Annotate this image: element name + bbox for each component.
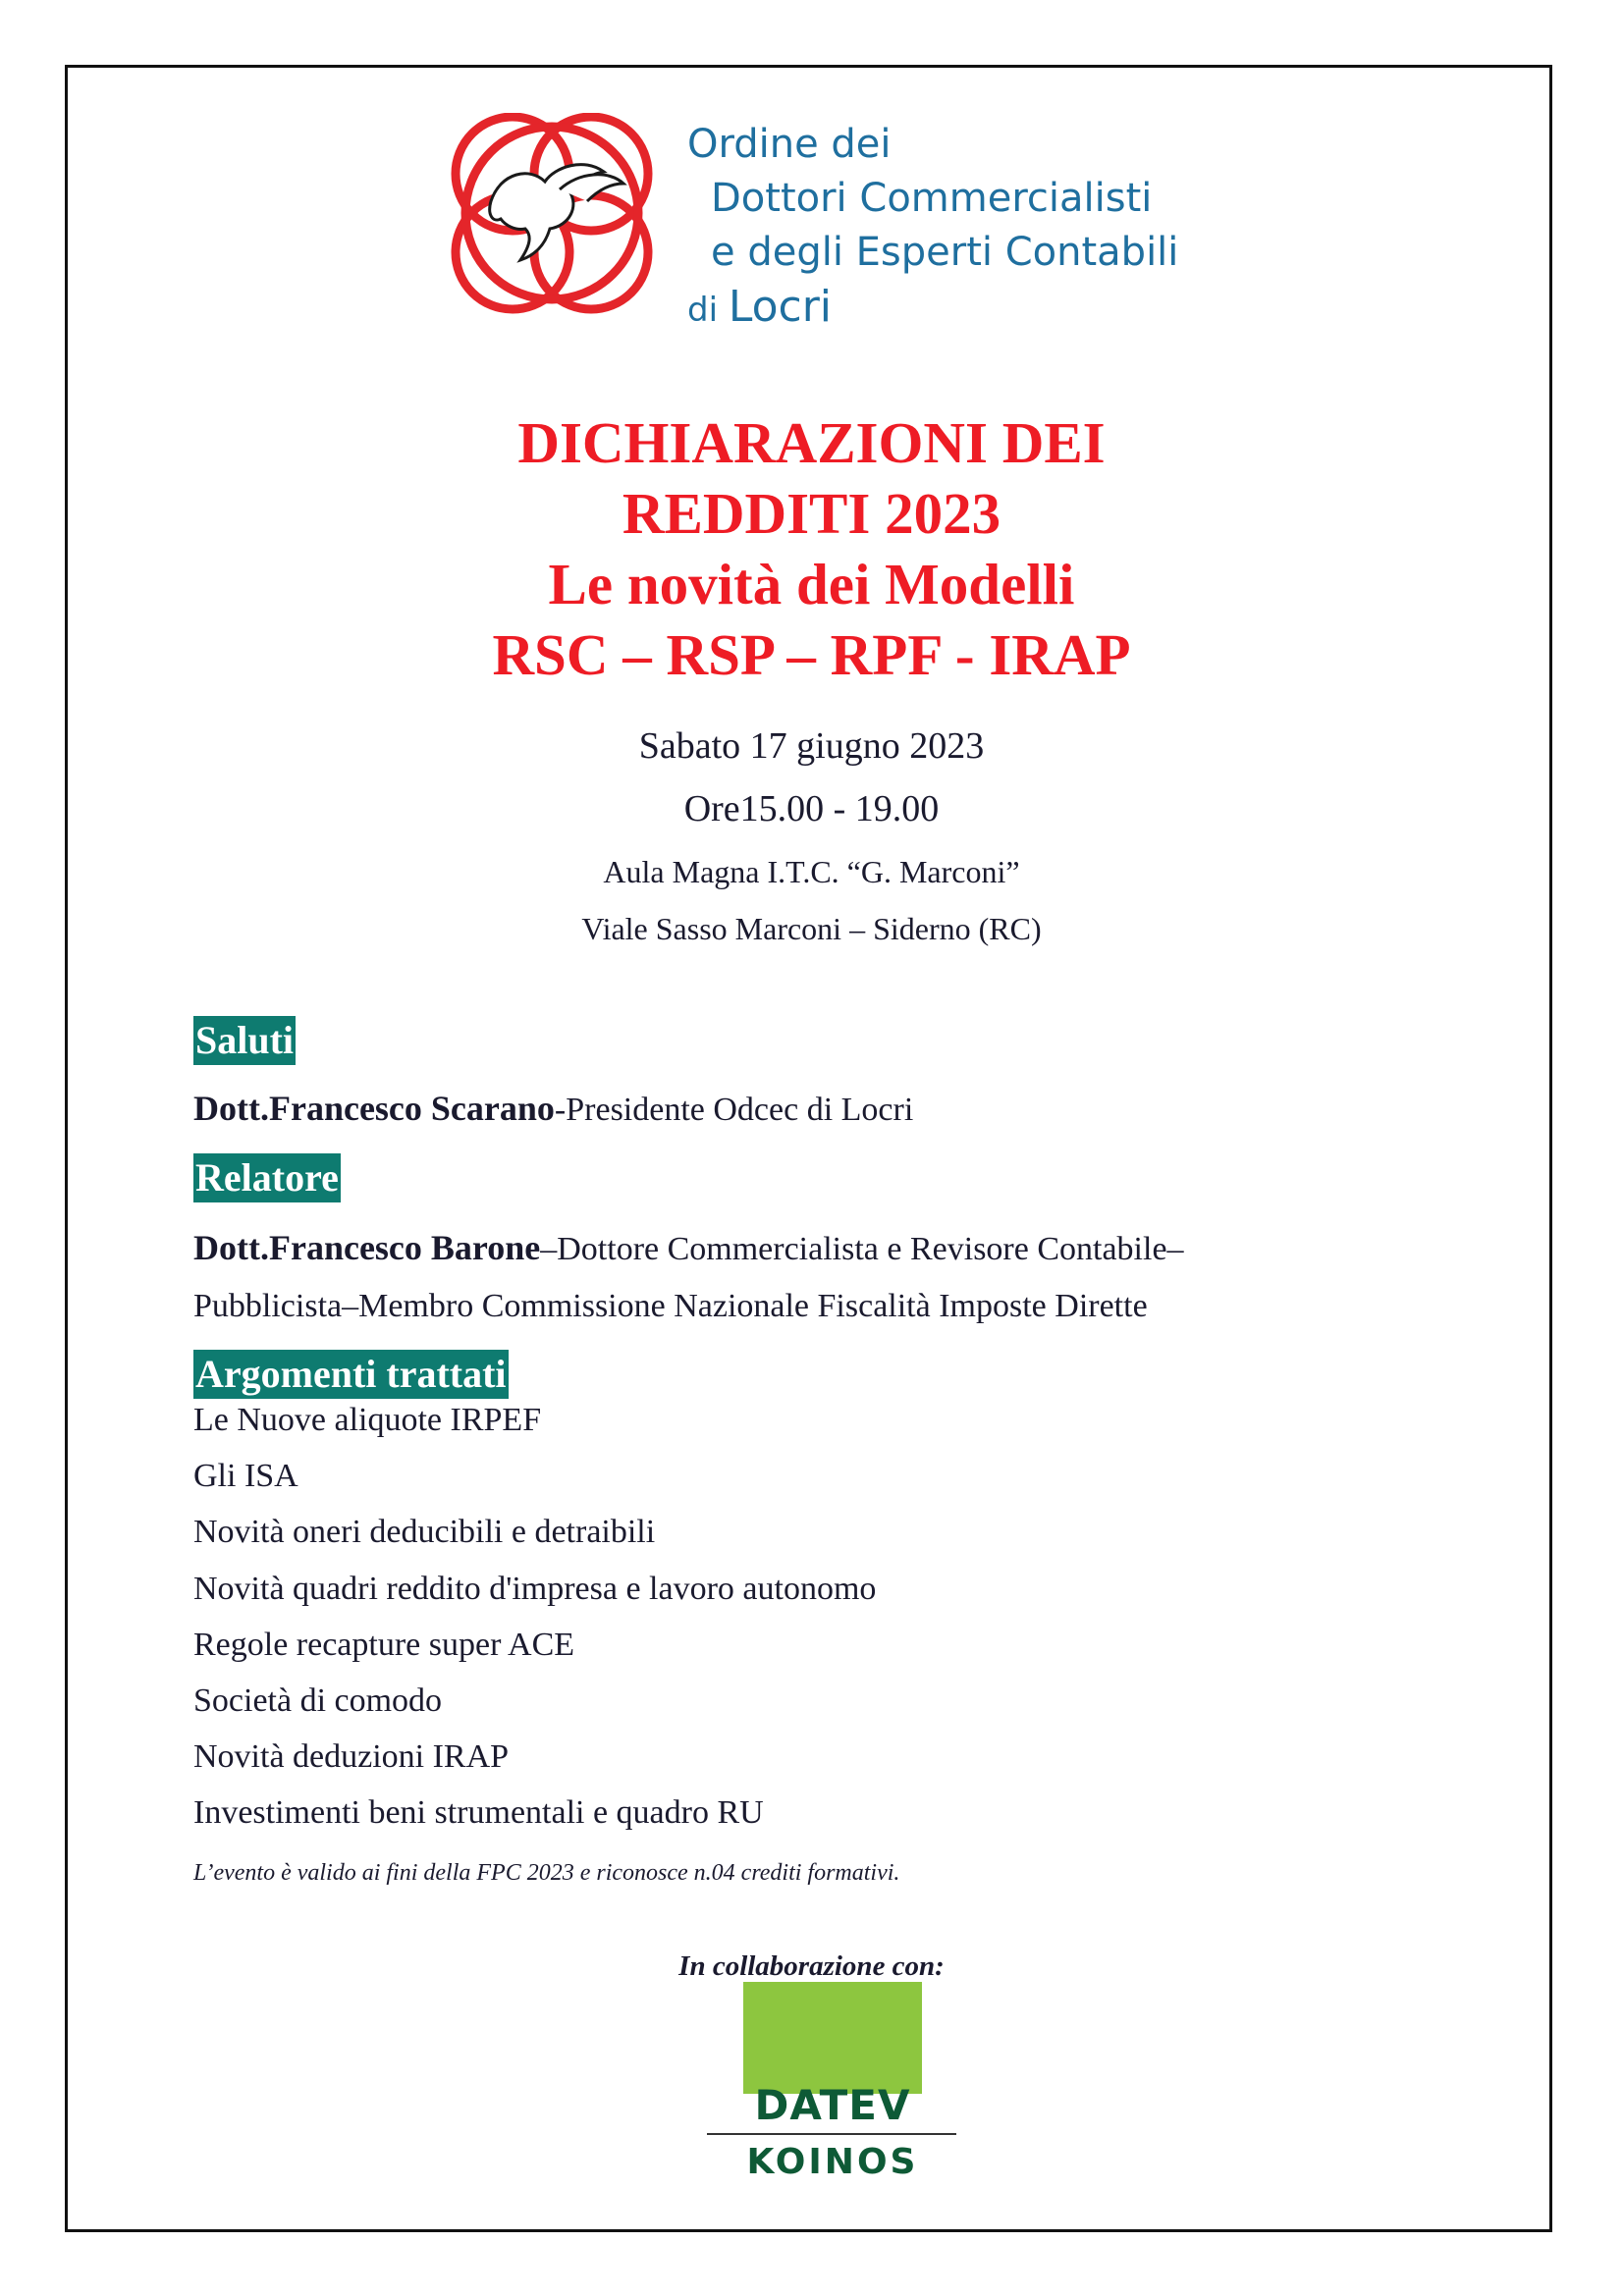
pegasus-icon — [490, 165, 623, 260]
topic-item: Società di comodo — [193, 1682, 443, 1719]
datev-logo-square — [743, 1982, 922, 2094]
page-border — [65, 65, 1552, 2232]
koinos-logo-text: KOINOS — [746, 2142, 919, 2182]
fpc-credits-note: L’evento è valido ai fini della FPC 2023 e riconosce n.04 crediti formativi. — [193, 1860, 900, 1886]
heading-relatore: Relatore — [193, 1153, 341, 1202]
topic-item: Le Nuove aliquote IRPEF — [193, 1402, 542, 1438]
logo-di: di — [687, 291, 719, 330]
title-line-1: DICHIARAZIONI DEI — [517, 410, 1106, 475]
logo-locri: Locri — [728, 282, 833, 332]
logo-wordmark — [687, 118, 1178, 338]
datev-logo-text: DATEV — [754, 2081, 911, 2129]
datev-logo-divider — [707, 2133, 956, 2135]
logo-line-4 — [687, 280, 1178, 338]
title-line-2: REDDITI 2023 — [622, 481, 1001, 546]
topic-item: Novità quadri reddito d'impresa e lavoro autonomo — [193, 1571, 877, 1607]
title-line-4: RSC – RSP – RPF - IRAP — [492, 622, 1131, 687]
event-title — [0, 407, 1623, 690]
topic-item: Investimenti beni strumentali e quadro RU — [193, 1794, 764, 1831]
collaboration-label: In collaborazione con: — [678, 1950, 945, 1982]
topic-item: Novità deduzioni IRAP — [193, 1738, 510, 1775]
topic-item: Gli ISA — [193, 1458, 298, 1494]
topic-item: Regole recapture super ACE — [193, 1627, 575, 1663]
relatore-role: –Dottore Commercialista e Revisore Contabile– — [540, 1231, 1184, 1267]
logo-line-2: Dottori Commercialisti — [711, 176, 1153, 221]
relatore-role-2: Pubblicista–Membro Commissione Nazionale Fiscalità Imposte Dirette — [193, 1288, 1148, 1324]
logo-line-1: Ordine dei — [687, 122, 892, 167]
title-line-3: Le novità dei Modelli — [548, 552, 1075, 616]
saluti-line — [193, 1088, 913, 1129]
saluti-name: Dott.Francesco Scarano — [193, 1089, 555, 1128]
heading-saluti: Saluti — [193, 1016, 296, 1065]
topic-item: Novità oneri deducibili e detraibili — [193, 1514, 656, 1550]
relatore-line — [193, 1227, 1184, 1268]
event-venue: Aula Magna I.T.C. “G. Marconi” — [603, 854, 1020, 889]
event-time: Ore15.00 - 19.00 — [683, 788, 940, 829]
logo-line-3: e degli Esperti Contabili — [711, 230, 1179, 275]
relatore-name: Dott.Francesco Barone — [193, 1228, 541, 1267]
event-address: Viale Sasso Marconi – Siderno (RC) — [581, 911, 1042, 946]
saluti-role: -Presidente Odcec di Locri — [554, 1092, 914, 1128]
event-date: Sabato 17 giugno 2023 — [638, 725, 985, 767]
heading-argomenti: Argomenti trattati — [193, 1350, 509, 1399]
